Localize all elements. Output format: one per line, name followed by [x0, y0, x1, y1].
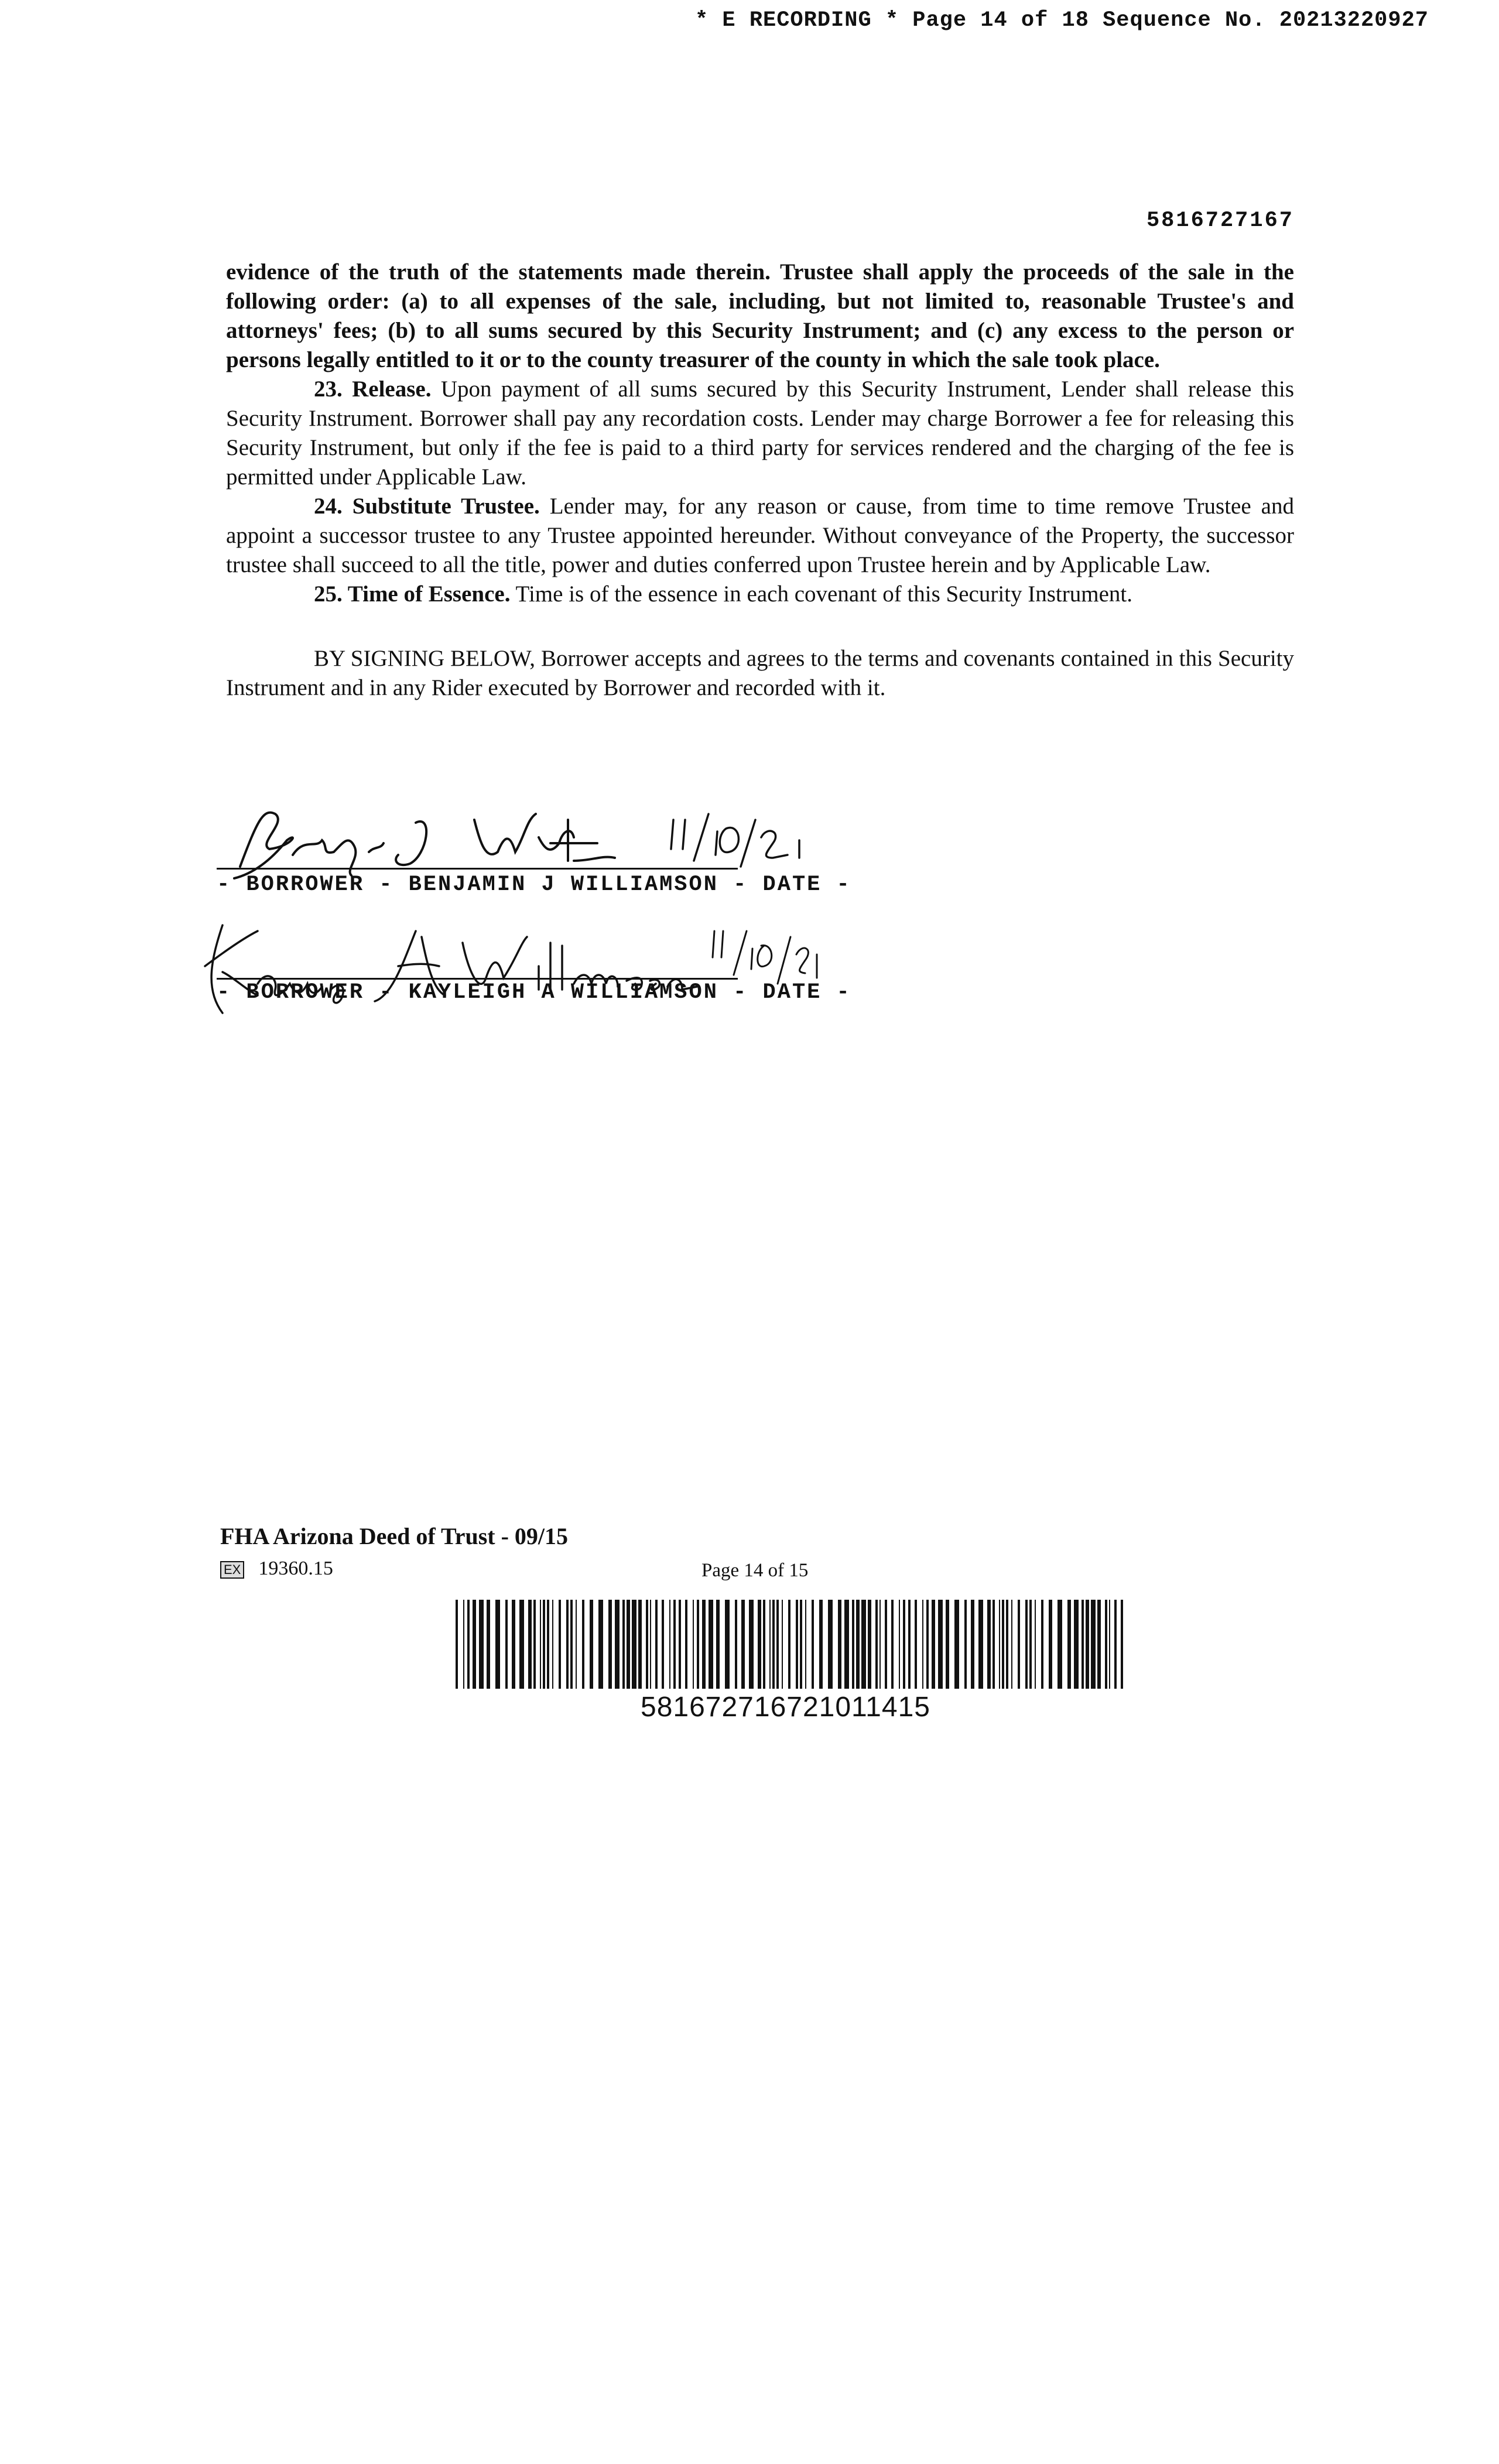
barcode-bar: [693, 1600, 694, 1689]
barcode-bar: [812, 1600, 814, 1689]
sale-proceeds-paragraph: evidence of the truth of the statements made therein. Trustee shall apply the proceeds of the sale in the following order: (a) to all expenses of the sale, including, but not limited to, reasonable Trustee's and attorneys' fees; (b) to all sums secured by this Security Instrument; and (c) any excess to the person or persons legally entitled to it or to the county treasurer of the county in which the sale took place.: [226, 259, 1294, 372]
barcode-bar: [1018, 1600, 1020, 1689]
barcode-bar: [1067, 1600, 1071, 1689]
barcode-bar: [926, 1600, 929, 1689]
borrower-2-handwritten-signature: [187, 913, 831, 1025]
barcode-bar: [885, 1600, 887, 1689]
form-number: [220, 1558, 333, 1580]
barcode-bar: [615, 1600, 620, 1689]
barcode-bar: [954, 1600, 959, 1689]
borrower-1-handwritten-date: [671, 814, 799, 867]
time-of-essence-paragraph: [226, 580, 1294, 609]
substitute-trustee-text: Lender may, for any reason or cause, from time to time remove Trustee and appoint a successor trustee to any Trustee appointed hereunder. Without conveyance of the Property, the successor trustee shall succeed to all the title, power and duties conferred upon Trustee herein and by Applicable Law.: [226, 494, 1294, 577]
form-title: FHA Arizona Deed of Trust - 09/15: [220, 1523, 569, 1549]
barcode-bar: [879, 1600, 881, 1689]
barcode-bar: [964, 1600, 967, 1689]
barcode-bar: [622, 1600, 625, 1689]
barcode-bar: [971, 1600, 974, 1689]
barcode-bar: [788, 1600, 790, 1689]
substitute-trustee-heading: 24. Substitute Trustee.: [314, 494, 540, 519]
form-number-value: 19360.15: [258, 1558, 333, 1579]
barcode-bar: [638, 1600, 642, 1689]
barcode-bar: [915, 1600, 917, 1689]
ex-badge: EX: [220, 1561, 244, 1579]
barcode-bar: [1091, 1600, 1096, 1689]
barcode-bar: [852, 1600, 854, 1689]
barcode-bar: [582, 1600, 584, 1689]
barcode-bar: [463, 1600, 464, 1689]
barcode-bar: [932, 1600, 935, 1689]
barcode-bar: [828, 1600, 833, 1689]
barcode-bar: [776, 1600, 779, 1689]
barcode-bar: [805, 1600, 806, 1689]
barcode-number: 581672716721011415: [641, 1692, 930, 1723]
barcode-bar: [1041, 1600, 1043, 1689]
barcode-bar: [473, 1600, 476, 1689]
recording-header: * E RECORDING * Page 14 of 18 Sequence No. 20213220927: [695, 8, 1429, 33]
barcode-bar: [922, 1600, 923, 1689]
barcode-bar: [559, 1600, 561, 1689]
barcode-bar: [1097, 1600, 1101, 1689]
barcode-bar: [946, 1600, 949, 1689]
barcode-bar: [1105, 1600, 1107, 1689]
barcode-bar: [772, 1600, 775, 1689]
barcode-bar: [796, 1600, 798, 1689]
barcode-bar: [749, 1600, 754, 1689]
barcode-bar: [547, 1600, 549, 1689]
document-body: [226, 258, 1294, 703]
barcode-bar: [1035, 1600, 1036, 1689]
barcode-bar: [669, 1600, 670, 1689]
barcode-bar: [685, 1600, 687, 1689]
borrower-2-signature-line: [217, 978, 738, 980]
barcode-bar: [627, 1600, 630, 1689]
barcode-bar: [899, 1600, 900, 1689]
barcode-bar: [570, 1600, 573, 1689]
barcode-bar: [650, 1600, 651, 1689]
barcode-bar: [978, 1600, 983, 1689]
barcode-bar: [735, 1600, 737, 1689]
barcode-bar: [655, 1600, 658, 1689]
release-heading: 23. Release.: [314, 377, 432, 402]
borrower-1-signature-line: [217, 868, 738, 870]
barcode-bar: [662, 1600, 664, 1689]
barcode-bar: [702, 1600, 706, 1689]
barcode-bar: [495, 1600, 500, 1689]
barcode-bar: [505, 1600, 508, 1689]
barcode-bar: [993, 1600, 995, 1689]
barcode-bar: [598, 1600, 603, 1689]
signing-below-paragraph: BY SIGNING BELOW, Borrower accepts and agrees to the terms and covenants contained in this Security Instrument and in any Rider executed by Borrower and recorded with it.: [226, 646, 1294, 700]
time-of-essence-text: Time is of the essence in each covenant of this Security Instrument.: [510, 581, 1132, 607]
barcode-bar: [875, 1600, 878, 1689]
barcode-bar: [608, 1600, 612, 1689]
barcode-bar: [679, 1600, 681, 1689]
barcode-bar: [467, 1600, 470, 1689]
barcode-bar: [999, 1600, 1000, 1689]
barcode-bar: [1006, 1600, 1008, 1689]
barcode-bar: [1074, 1600, 1079, 1689]
barcode-bar: [856, 1600, 860, 1689]
barcode-bar: [891, 1600, 894, 1689]
barcode-bar: [1121, 1600, 1123, 1689]
barcode-bar: [725, 1600, 730, 1689]
barcode-bar: [1109, 1600, 1110, 1689]
barcode-bar: [1025, 1600, 1028, 1689]
barcode-bar: [987, 1600, 991, 1689]
barcode-bar: [533, 1600, 536, 1689]
barcode-bar: [697, 1600, 699, 1689]
borrower-1-signature-caption: - BORROWER - BENJAMIN J WILLIAMSON - DATE -: [217, 872, 851, 897]
barcode-bar: [512, 1600, 515, 1689]
barcode-bar: [819, 1600, 823, 1689]
barcode-image: [456, 1600, 1123, 1689]
barcode-bar: [782, 1600, 783, 1689]
barcode-bar: [741, 1600, 745, 1689]
barcode-bar: [519, 1600, 524, 1689]
barcode-bar: [1029, 1600, 1032, 1689]
barcode-bar: [552, 1600, 553, 1689]
barcode-bar: [543, 1600, 545, 1689]
barcode-bar: [540, 1600, 541, 1689]
barcode-bar: [861, 1600, 866, 1689]
barcode-bar: [800, 1600, 802, 1689]
barcode-bar: [763, 1600, 765, 1689]
barcode-bar: [1002, 1600, 1004, 1689]
barcode-bar: [903, 1600, 905, 1689]
barcode-bar: [456, 1600, 458, 1689]
barcode-bar: [716, 1600, 720, 1689]
barcode-bar: [1057, 1600, 1062, 1689]
substitute-trustee-paragraph: [226, 492, 1294, 580]
page-label: Page 14 of 15: [701, 1560, 809, 1581]
barcode-bar: [566, 1600, 569, 1689]
barcode-bar: [646, 1600, 648, 1689]
barcode-bar: [1114, 1600, 1117, 1689]
release-paragraph: [226, 375, 1294, 492]
barcode-bar: [908, 1600, 911, 1689]
barcode-bar: [758, 1600, 761, 1689]
barcode-bar: [769, 1600, 771, 1689]
barcode-bar: [1011, 1600, 1012, 1689]
barcode-bar: [673, 1600, 676, 1689]
barcode-bar: [528, 1600, 532, 1689]
barcode-bar: [1049, 1600, 1052, 1689]
barcode-bar: [576, 1600, 577, 1689]
barcode-bar: [838, 1600, 841, 1689]
loan-number: 5816727167: [1146, 208, 1294, 233]
barcode-bar: [479, 1600, 484, 1689]
barcode-bar: [709, 1600, 713, 1689]
barcode-bar: [1082, 1600, 1084, 1689]
borrower-2-handwritten-date: [713, 931, 817, 984]
barcode-bar: [590, 1600, 593, 1689]
borrower-2-signature-caption: - BORROWER - KAYLEIGH A WILLIAMSON - DATE -: [217, 980, 851, 1005]
barcode-bar: [844, 1600, 849, 1689]
time-of-essence-heading: 25. Time of Essence.: [314, 581, 511, 607]
barcode-bar: [1086, 1600, 1089, 1689]
barcode-bar: [487, 1600, 490, 1689]
barcode-bar: [632, 1600, 636, 1689]
barcode-bar: [868, 1600, 871, 1689]
barcode-bar: [938, 1600, 943, 1689]
release-text: Upon payment of all sums secured by this Security Instrument, Lender shall release this Security Instrument. Borrower shall pay any recordation costs. Lender may charge Borrower a fee for releasing this Security Instrument, but only if the fee is paid to a third party for services rendered and the charging of the fee is permitted under Applicable Law.: [226, 377, 1295, 490]
